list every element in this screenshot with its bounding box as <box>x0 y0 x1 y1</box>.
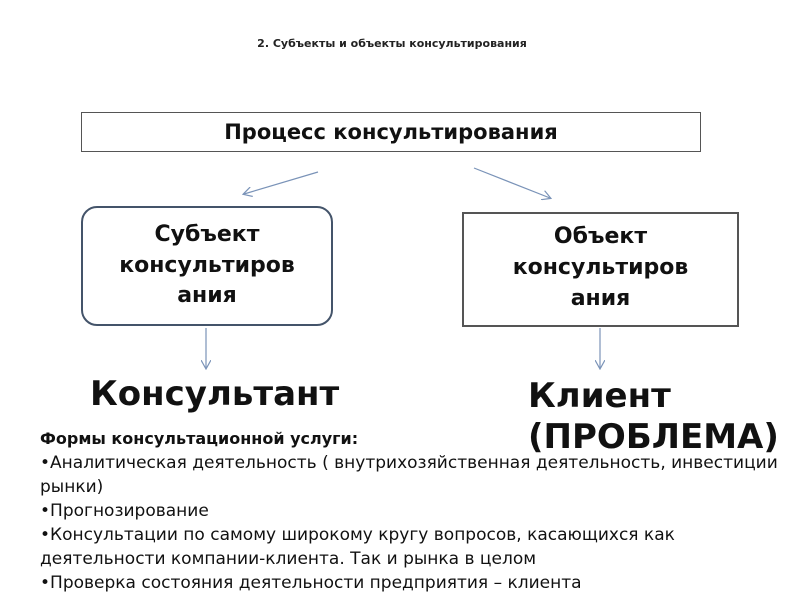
subject-line-1: Субъект <box>154 222 260 248</box>
object-box <box>462 212 739 327</box>
arrow-to-object <box>474 168 550 198</box>
subject-label <box>119 220 295 311</box>
forms-item-text: Проверка состояния деятельности предприятия – клиента <box>50 573 582 593</box>
object-line-1: Объект <box>553 224 648 249</box>
forms-item-text: Аналитическая деятельность ( внутрихозяйственная деятельность, инвестиции рынки) <box>40 453 778 497</box>
arrow-to-subject <box>244 172 318 194</box>
subject-line-2: консультиров <box>119 252 295 278</box>
object-label <box>464 222 737 314</box>
object-line-3: ания <box>570 285 631 311</box>
client-label: Клиент (ПРОБЛЕМА) <box>528 376 779 457</box>
forms-list-item <box>40 451 800 499</box>
consulting-forms <box>40 427 800 595</box>
forms-list-item <box>40 523 800 571</box>
consultant-label: Консультант <box>90 374 340 414</box>
object-line-2: консультиров <box>512 254 689 280</box>
bullet-mark: • <box>40 453 51 473</box>
forms-list-item <box>40 499 800 523</box>
subject-box <box>81 206 333 326</box>
bullet-mark: • <box>40 501 51 521</box>
bullet-mark: • <box>40 525 51 545</box>
bullet-mark: • <box>40 573 51 593</box>
forms-heading: Формы консультационной услуги: <box>40 429 359 448</box>
forms-item-text: Консультации по самому широкому кругу вопросов, касающихся как деятельности компании-клиента. Так и рынка в целом <box>40 525 675 569</box>
slide-title: 2. Субъекты и объекты консультирования <box>257 37 527 50</box>
forms-item-text: Прогнозирование <box>50 501 209 521</box>
process-label: Процесс консультирования <box>224 120 558 144</box>
subject-line-3: ания <box>177 283 237 309</box>
forms-list-item <box>40 571 800 595</box>
forms-list <box>40 451 800 595</box>
